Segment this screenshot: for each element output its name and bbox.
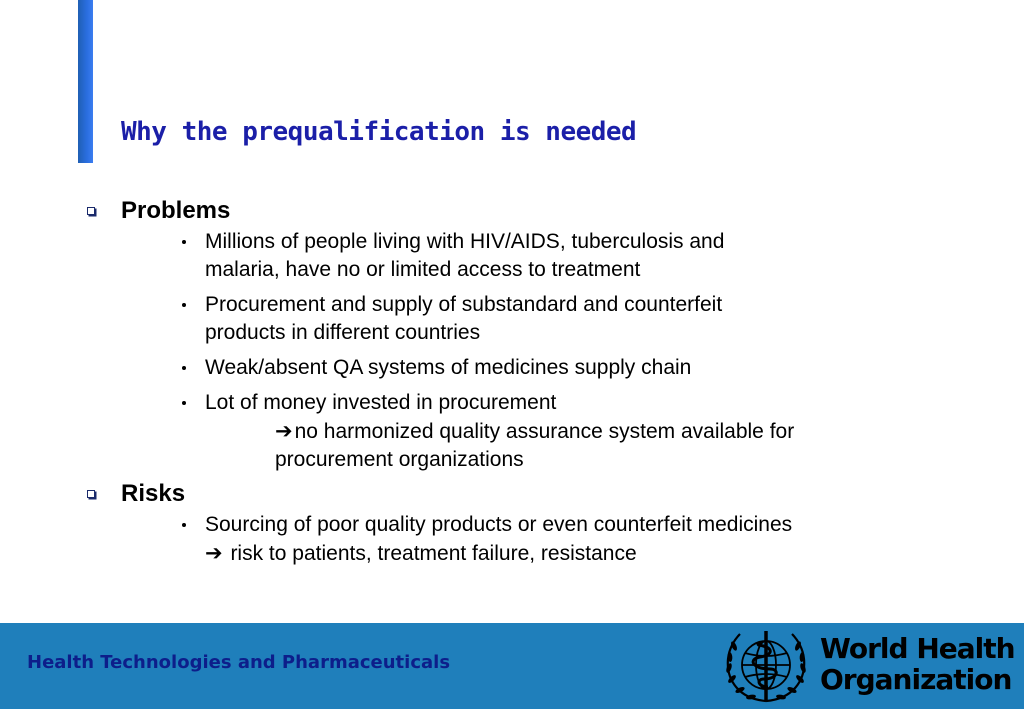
section-problems: [86, 194, 986, 474]
section-title: Problems: [121, 197, 231, 224]
list-item: [86, 228, 986, 284]
who-emblem-icon: [718, 623, 814, 709]
list-item: [86, 511, 986, 568]
bullet-list: [86, 228, 986, 474]
section-risks: [86, 477, 986, 568]
list-item: [86, 354, 986, 382]
section-header: [86, 194, 986, 228]
dot-bullet-icon: [182, 303, 186, 307]
section-title: Risks: [121, 480, 186, 507]
footer-text: Health Technologies and Pharmaceuticals: [27, 652, 451, 673]
footer-bar: [0, 623, 1024, 709]
bullet-list: [86, 511, 986, 568]
item-line: malaria, have no or limited access to treatment: [205, 258, 641, 281]
right-arrow-icon: ➔: [275, 419, 293, 443]
dot-bullet-icon: [182, 240, 186, 244]
organization-name: [820, 633, 1015, 695]
slide-title: Why the prequalification is needed: [121, 117, 637, 147]
square-bullet-icon: [87, 490, 95, 498]
right-arrow-icon: ➔: [205, 541, 223, 565]
section-header: [86, 477, 986, 511]
item-line-with-arrow: [205, 417, 986, 446]
item-line: Sourcing of poor quality products or even counterfeit medicines: [205, 513, 793, 536]
item-line: Weak/absent QA systems of medicines supply chain: [205, 356, 692, 379]
dot-bullet-icon: [182, 523, 186, 527]
item-line: Lot of money invested in procurement: [205, 391, 557, 414]
title-accent-bar: [78, 0, 93, 163]
item-line-with-arrow: [205, 539, 986, 568]
dot-bullet-icon: [182, 366, 186, 370]
item-line: Procurement and supply of substandard and counterfeit: [205, 293, 723, 316]
item-line: products in different countries: [205, 321, 481, 344]
slide-content: [86, 194, 986, 575]
item-line-text: risk to patients, treatment failure, resistance: [224, 542, 637, 565]
item-line-text: no harmonized quality assurance system available for: [294, 420, 795, 443]
list-item: [86, 291, 986, 347]
organization-name-line1: World Health: [820, 632, 1015, 665]
item-line: Millions of people living with HIV/AIDS, tuberculosis and: [205, 230, 725, 253]
dot-bullet-icon: [182, 401, 186, 405]
item-line: procurement organizations: [275, 448, 524, 471]
square-bullet-icon: [87, 207, 95, 215]
organization-name-line2: Organization: [820, 663, 1012, 696]
list-item: [86, 389, 986, 474]
